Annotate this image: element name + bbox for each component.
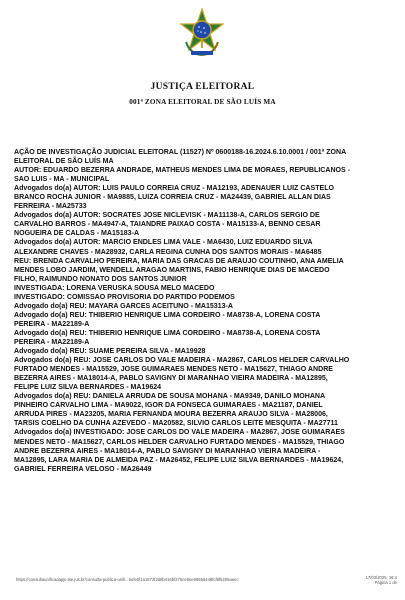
document-line: MENDES LOBO JARDIM, WENDELL ARAGAO MARTINS, FABIO HENRIQUE DIAS DE MACEDO xyxy=(14,266,330,274)
document-line: PINHEIRO CARVALHO LIMA - MA9022, IGOR DA FONSECA GUIMARAES - MA21187, DANIEL xyxy=(14,402,323,410)
footer-url: https://consultaunificadapje.tse.jus.br/consulta-publica-unifi...5efe0f1a1872f2d8b416bf275ce9ee66556448fcf8f5205aeec xyxy=(16,577,239,582)
footer-meta xyxy=(366,575,397,586)
document-line: GABRIEL FERREIRA VELOSO - MA26449 xyxy=(14,465,152,473)
document-line: BEZERRA AIRES - MA18014-A, PABLO SAVIGNY DI MARANHAO VIEIRA MADEIRA - MA12895, xyxy=(14,375,328,383)
document-line: ALEXANDRE CHAVES - MA28932, CARLA REGINA CUNHA DOS SANTOS MORAIS - MA6485 xyxy=(14,248,322,256)
document-line: FERREIRA - MA25733 xyxy=(14,203,87,211)
document-line: Advogados do(a) AUTOR: MARCIO ENDLES LIMA VALE - MA6430, LUIZ EDUARDO SILVA xyxy=(14,239,313,247)
document-line: FILHO, RAIMUNDO NONATO DOS SANTOS JUNIOR xyxy=(14,275,187,283)
document-line: SAO LUIS - MA - MUNICIPAL xyxy=(14,176,110,184)
document-line: CARVALHO BARROS - MA4947-A, TAIANDRE PAIXAO COSTA - MA15133-A, BENNO CESAR xyxy=(14,221,321,229)
document-line: ARRUDA PIRES - MA23205, MARIA FERNANDA MOURA BEZERRA ARAUJO SILVA - MA28006, xyxy=(14,411,328,419)
document-line: FURTADO MENDES - MA15529, JOSE GUIMARAES MENDES NETO - MA15627, THIAGO ANDRE xyxy=(14,366,333,374)
document-line: ANDRE BEZERRA AIRES - MA18014-A, PABLO SAVIGNY DI MARANHAO VIEIRA MADEIRA - xyxy=(14,447,321,455)
document-line: ELEITORAL DE SÃO LUÍS MA xyxy=(14,158,114,166)
document-line: Advogados do(a) REU: DANIELA ARRUDA DE SOUSA MOHANA - MA9349, DANILO MOHANA xyxy=(14,393,326,401)
page-footer xyxy=(0,574,405,594)
document-line: Advogado do(a) REU: THIBERIO HENRIQUE LIMA CORDEIRO - MA8738-A, LORENA COSTA xyxy=(14,311,321,319)
document-line: PEREIRA - MA22189-A xyxy=(14,320,90,328)
document-line: FELIPE LUIZ SILVA BERNARDES - MA19624 xyxy=(14,384,162,392)
document-line: PEREIRA - MA22189-A xyxy=(14,338,90,346)
document-line: TARSIS COELHO DA CUNHA AZEVEDO - MA20582, SILVIO CARLOS LEITE MESQUITA - MA27711 xyxy=(14,420,338,428)
document-line: NOGUEIRA DE CALDAS - MA15183-A xyxy=(14,230,140,238)
document-line: INVESTIGADO: COMISSAO PROVISORIA DO PARTIDO PODEMOS xyxy=(14,293,235,301)
document-line: Advogados do(a) INVESTIGADO: JOSE CARLOS DO VALE MADEIRA - MA2867, JOSE GUIMARAES xyxy=(14,429,345,437)
document-line: AUTOR: EDUARDO BEZERRA ANDRADE, MATHEUS MENDES LIMA DE MORAES, REPUBLICANOS - xyxy=(14,167,351,175)
footer-date: 17/03/2025, 16:4 xyxy=(365,575,397,580)
document-line: Advogado do(a) REU: THIBERIO HENRIQUE LIMA CORDEIRO - MA8738-A, LORENA COSTA xyxy=(14,329,321,337)
document-line: Advogado do(a) REU: SUAME PEREIRA SILVA - MA19928 xyxy=(14,348,206,356)
document-line: INVESTIGADA: LORENA VERUSKA SOUSA MELO MACEDO xyxy=(14,284,215,292)
coat-of-arms-emblem xyxy=(180,8,224,58)
document-line: Advogados do(a) AUTOR: LUIS PAULO CORREIA CRUZ - MA12193, ADENAUER LUIZ CASTELO xyxy=(14,185,334,193)
case-parties-block xyxy=(14,148,396,474)
document-line: MENDES NETO - MA15627, CARLOS HELDER CARVALHO FURTADO MENDES - MA15529, THIAGO xyxy=(14,438,345,446)
document-line: Advogados do(a) REU: JOSE CARLOS DO VALE MADEIRA - MA2867, CARLOS HELDER CARVALHO xyxy=(14,357,350,365)
zone-title: 001ª ZONA ELEITORAL DE SÃO LUÍS MA xyxy=(129,98,276,106)
court-title: JUSTIÇA ELEITORAL xyxy=(150,82,255,92)
document-line: REU: BRENDA CARVALHO PEREIRA, MARIA DAS GRACAS DE ARAUJO COUTINHO, ANA AMELIA xyxy=(14,257,344,265)
document-header xyxy=(0,82,405,106)
document-line: AÇÃO DE INVESTIGAÇÃO JUDICIAL ELEITORAL (11527) Nº 0600188-16.2024.6.10.0001 / 001ª ZONA xyxy=(14,149,347,156)
document-line: BRANCO ROCHA JUNIOR - MA9885, LUIZA CORREIA CRUZ - MA24439, GABRIEL ALLAN DIAS xyxy=(14,194,331,202)
document-line: Advogado do(a) REU: MAYARA GARCES ACEITUNO - MA15313-A xyxy=(14,302,233,310)
footer-page: Página 1 de xyxy=(374,580,397,586)
document-line: Advogados do(a) AUTOR: SOCRATES JOSE NICLEVISK - MA11138-A, CARLOS SERGIO DE xyxy=(14,212,320,220)
document-line: MA12895, LARA MARIA DE ALMEIDA PAZ - MA26452, FELIPE LUIZ SILVA BERNARDES - MA19624, xyxy=(14,456,344,464)
